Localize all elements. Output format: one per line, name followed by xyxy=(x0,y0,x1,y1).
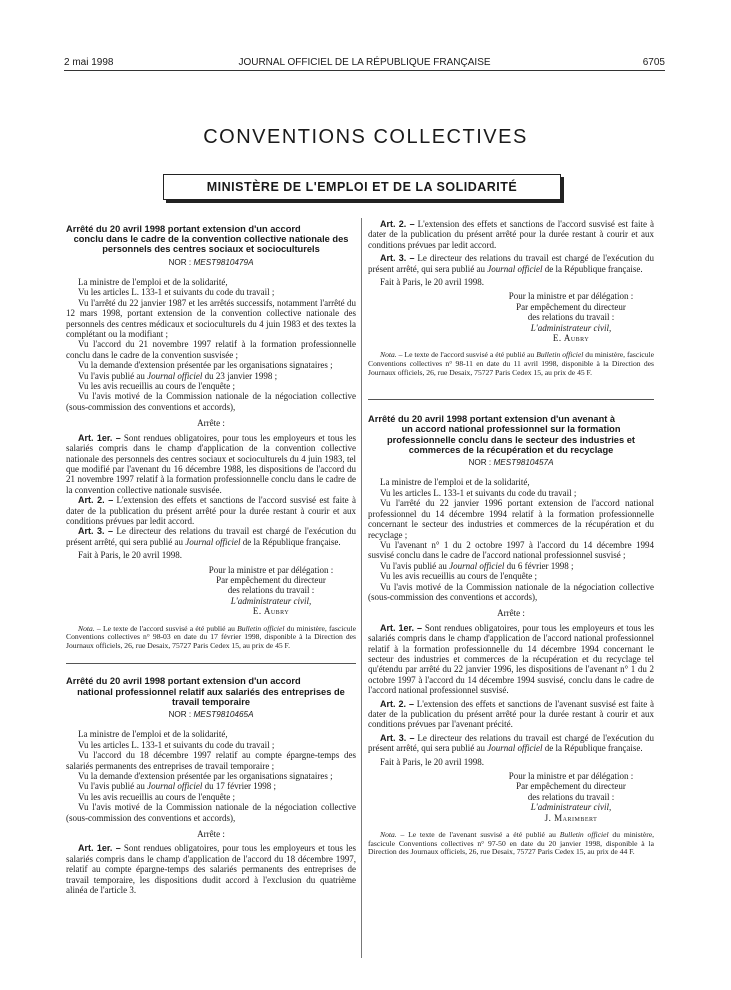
signature-line: Par empêchement du directeur xyxy=(216,574,326,585)
left-column xyxy=(66,224,356,896)
paragraph: Vu l'avenant n° 1 du 2 octobre 1997 à l'accord du 14 décembre 1994 susvisé conclu dans le cadre de l'accord national professionnel susvisé ; xyxy=(368,539,654,561)
footnote: Nota. – Le texte de l'avenant susvisé a été publié au Bulletin officiel du ministère, fascicule Conventions collectives n° 97-50 en date du 20 janvier 1998, disponible à la Direction des Journaux officiels, 26, rue Desaix, 75727 Paris Cedex 15, au prix de 44 F. xyxy=(368,830,654,857)
paragraph: Vu les articles L. 133-1 et suivants du code du travail ; xyxy=(78,739,275,750)
signature-line: des relations du travail : xyxy=(227,585,315,596)
paragraph: Vu la demande d'extension présentée par les organisations signataires ; xyxy=(78,771,333,782)
signature-line: des relations du travail : xyxy=(527,791,615,802)
column-divider xyxy=(361,218,362,958)
article: Art. 3. – Le directeur des relations du travail est chargé de l'exécution du présent arrêté, qui sera publié au Journal officiel de la République française. xyxy=(368,732,654,754)
paragraph: Vu l'avis motivé de la Commission nationale de la négociation collective (sous-commission des conventions et accords), xyxy=(66,802,356,823)
decree-title: Arrêté du 20 avril 1998 portant extension d'un accord conclu dans le cadre de la convention collective nationale des personnels des centres sociaux et socioculturels xyxy=(66,224,349,255)
paragraph: Vu l'arrêté du 22 janvier 1987 et les arrêtés successifs, notamment l'arrêté du 12 mars 1998, portant extension de la convention collective nationale des personnels des centres médicaux et socioculturels du 4 juin 1983 et des textes la complétant ou la modifiant ; xyxy=(66,297,356,340)
footnote: Nota. – Le texte de l'accord susvisé a été publié au Bulletin officiel du ministère, fascicule Conventions collectives n° 98-03 en date du 17 février 1998, disponible à la Direction des Journaux officiels, 26, rue Desaix, 75727 Paris Cedex 15, au prix de 45 F. xyxy=(66,623,356,650)
paragraph: Vu l'avis publié au Journal officiel du 23 janvier 1998 ; xyxy=(78,370,278,381)
section-title: CONVENTIONS COLLECTIVES xyxy=(203,126,528,148)
paragraph: Vu l'avis publié au Journal officiel du 6 février 1998 ; xyxy=(380,560,574,571)
section-separator xyxy=(368,399,654,400)
article: Art. 3. – Le directeur des relations du travail est chargé de l'exécution du présent arrêté, qui sera publié au Journal officiel de la République française. xyxy=(66,526,356,547)
nor-reference: NOR : MEST9810465A xyxy=(168,710,254,719)
signature-date: Fait à Paris, le 20 avril 1998. xyxy=(380,756,484,767)
signature-line: L'administrateur civil, xyxy=(530,322,612,333)
nor-reference: NOR : MEST9810457A xyxy=(468,458,554,468)
article: Art. 2. – L'extension des effets et sanctions de l'avenant susvisé est faite à dater de la publication du présent arrêté pour la durée restant à courir et aux conditions prévues par l'avenant précité. xyxy=(368,698,654,730)
nor-reference: NOR : MEST9810479A xyxy=(168,257,254,267)
signature-line: Pour la ministre et par délégation : xyxy=(208,564,334,575)
paragraph: La ministre de l'emploi et de la solidarité, xyxy=(78,277,228,288)
article: Art. 1er. – Sont rendues obligatoires, pour tous les employeurs et tous les salariés compris dans le champ d'application de la convention collective nationale des personnels des centres sociaux et socioculturels du 4 juin 1983, tel que modifié par l'avenant du 16 décembre 1988, les dispositions de l'accord du 21 novembre 1997 relatif à la formation professionnelle conclu dans le cadre de la convention collective nationale susvisée. xyxy=(66,432,356,495)
paragraph: Vu l'avis publié au Journal officiel du 17 février 1998 ; xyxy=(78,781,277,792)
running-header xyxy=(64,57,665,71)
paragraph: Vu les avis recueillis au cours de l'enquête ; xyxy=(380,571,538,582)
ministry-box: MINISTÈRE DE L'EMPLOI ET DE LA SOLIDARITÉ xyxy=(163,174,561,200)
signature-date: Fait à Paris, le 20 avril 1998. xyxy=(380,277,484,288)
signature-line: Par empêchement du directeur xyxy=(516,781,626,792)
article: Art. 2. – L'extension des effets et sanctions de l'accord susvisé est faite à dater de la publication du présent arrêté pour la durée restant à courir et aux conditions prévues par ledit accord. xyxy=(66,495,356,526)
paragraph: La ministre de l'emploi et de la solidarité, xyxy=(380,477,530,488)
paragraph: La ministre de l'emploi et de la solidarité, xyxy=(78,729,228,740)
header-page-number: 6705 xyxy=(642,57,665,68)
arrete-heading: Arrête : xyxy=(497,608,525,619)
header-date: 2 mai 1998 xyxy=(64,57,114,68)
header-journal: JOURNAL OFFICIEL DE LA RÉPUBLIQUE FRANÇAISE xyxy=(238,57,491,68)
signatory-name: J. Marimbert xyxy=(544,812,598,823)
paragraph: Vu la demande d'extension présentée par les organisations signataires ; xyxy=(78,360,333,371)
arrete-heading: Arrête : xyxy=(197,829,225,840)
paragraph: Vu les avis recueillis au cours de l'enquête ; xyxy=(78,381,236,392)
signature-line: L'administrateur civil, xyxy=(230,595,312,606)
article: Art. 1er. – Sont rendues obligatoires, pour tous les employeurs et tous les salariés compris dans le champ d'application de l'accord du 18 décembre 1997, relatif au compte épargne-temps des salariés permanents des entreprises de travail temporaire, les dispositions dudit accord à l'exclusion du quatrième alinéa de l'article 3. xyxy=(66,843,356,896)
article: Art. 1er. – Sont rendues obligatoires, pour tous les employeurs et tous les salariés compris dans le champ d'application de l'accord national professionnel relatif à la formation professionnelle du 14 décembre 1994 concernant le secteur des industries et commerces de la récupération et du recyclage tel qu'étendu par arrêté du 22 janvier 1996, les dispositions de l'avenant n° 1 du 2 octobre 1997 à l'accord du 14 décembre 1994 susvisé, conclu dans le cadre de l'accord national professionnel susvisé. xyxy=(368,622,655,696)
signatory-name: E. Aubry xyxy=(552,333,590,344)
footnote: Nota. – Le texte de l'accord susvisé a été publié au Bulletin officiel du ministère, fascicule Conventions collectives n° 98-11 en date du 11 avril 1998, disponible à la Direction des Journaux officiels, 26, rue Desaix, 75727 Paris Cedex 15, au prix de 45 F. xyxy=(368,350,654,377)
paragraph: Vu l'accord du 18 décembre 1997 relatif au compte épargne-temps des salariés permanents des entreprises de travail temporaire ; xyxy=(66,750,356,771)
paragraph: Vu les articles L. 133-1 et suivants du code du travail ; xyxy=(380,487,577,498)
signatory-name: E. Aubry xyxy=(252,606,290,617)
decree-title: Arrêté du 20 avril 1998 portant extension d'un accord national professionnel relatif aux salariés des entreprises de travail temporaire xyxy=(66,676,345,707)
right-column xyxy=(368,219,654,857)
signature-line: L'administrateur civil, xyxy=(530,802,612,813)
decree-title: Arrêté du 20 avril 1998 portant extension d'un avenant à un accord national professionnel sur la formation professionnelle conclu dans le secteur des industries et commerces de la récupération et du recyclage xyxy=(368,414,635,455)
paragraph: Vu l'avis motivé de la Commission nationale de la négociation collective (sous-commission des conventions et accords), xyxy=(66,391,356,412)
signature-line: des relations du travail : xyxy=(527,312,615,323)
signature-line: Pour la ministre et par délégation : xyxy=(508,291,634,302)
section-separator xyxy=(66,663,356,664)
header-rule xyxy=(64,70,665,71)
signature-line: Pour la ministre et par délégation : xyxy=(508,771,634,782)
article: Art. 2. – L'extension des effets et sanctions de l'accord susvisé est faite à dater de la publication du présent arrêté pour la durée restant à courir et aux conditions prévues par ledit accord. xyxy=(368,219,654,250)
paragraph: Vu l'arrêté du 22 janvier 1996 portant extension de l'accord national professionnel du 14 décembre 1994 relatif à la formation professionnelle concernant le secteur des industries et commerces de la récupération et du recyclage ; xyxy=(368,498,654,540)
arrete-heading: Arrête : xyxy=(197,418,225,429)
paragraph: Vu l'avis motivé de la Commission nationale de la négociation collective (sous-commission des conventions et accords), xyxy=(368,581,654,602)
paragraph: Vu les avis recueillis au cours de l'enquête ; xyxy=(78,791,236,802)
article: Art. 3. – Le directeur des relations du travail est chargé de l'exécution du présent arrêté, qui sera publié au Journal officiel de la République française. xyxy=(368,253,654,274)
signature-date: Fait à Paris, le 20 avril 1998. xyxy=(78,550,182,561)
paragraph: Vu les articles L. 133-1 et suivants du code du travail ; xyxy=(78,287,275,298)
signature-line: Par empêchement du directeur xyxy=(516,301,626,312)
paragraph: Vu l'accord du 21 novembre 1997 relatif à la formation professionnelle conclu dans le cadre de la convention susvisée ; xyxy=(66,339,356,360)
